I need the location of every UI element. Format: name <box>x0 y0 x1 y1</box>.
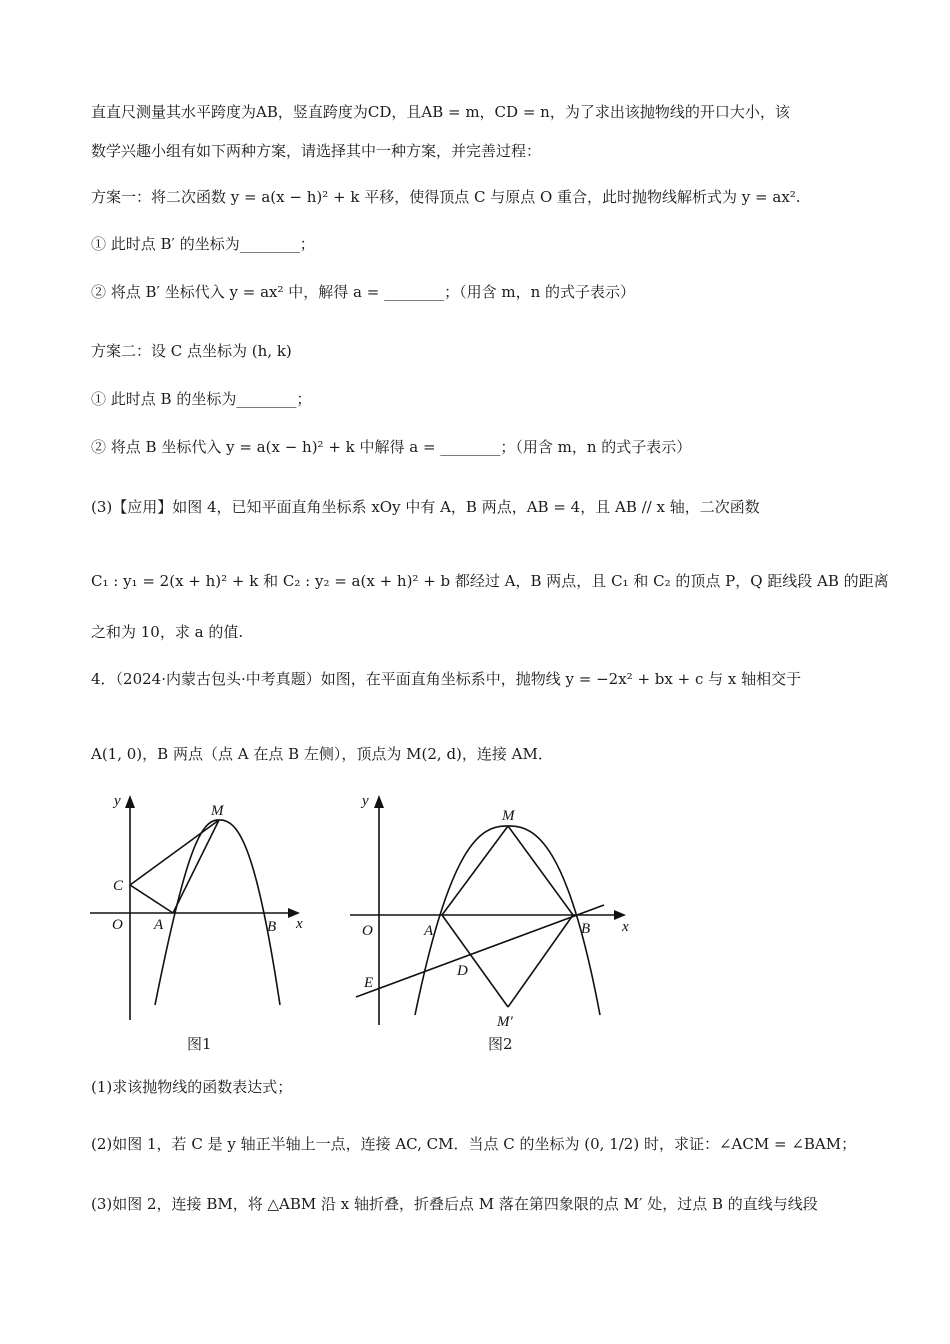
fig2-label-m-prime: M′ <box>497 1014 513 1030</box>
fig2-label-o: O <box>362 923 373 939</box>
text-line-16: (3)如图 2，连接 BM，将 △ABM 沿 x 轴折叠，折叠后点 M 落在第四象限的点 M′ 处，过点 B 的直线与线段 <box>91 1195 818 1213</box>
fig2-label-e: E <box>364 975 374 991</box>
text-line-6: 方案二：设 C 点坐标为 (h, k) <box>91 342 292 360</box>
fig1-segment-cm <box>130 820 219 885</box>
text-line-8: ② 将点 B 坐标代入 y = a(x − h)² + k 中解得 a = ________；（用含 m，n 的式子表示） <box>91 438 692 456</box>
text-line-2: 数学兴趣小组有如下两种方案，请选择其中一种方案，并完善过程： <box>91 142 542 160</box>
text-line-14: (1)求该抛物线的函数表达式； <box>91 1078 293 1096</box>
fig2-segment-am <box>442 826 508 915</box>
fig1-label-m: M <box>211 803 224 819</box>
text-line-4: ① 此时点 B′ 的坐标为________； <box>91 235 315 253</box>
fig1-label-y: y <box>114 793 121 809</box>
fig1-label-c: C <box>113 878 124 894</box>
fig2-label-a: A <box>424 923 434 939</box>
text-line-13: A(1, 0)，B 两点（点 A 在点 B 左侧），顶点为 M(2, d)，连接 AM． <box>91 745 553 763</box>
fig1-segment-ca <box>130 885 173 913</box>
text-line-12: 4．（2024·内蒙古包头·中考真题）如图，在平面直角坐标系中，抛物线 y = −2x² + bx + c 与 x 轴相交于 <box>91 670 802 688</box>
text-line-5: ② 将点 B′ 坐标代入 y = ax² 中，解得 a = ________；（用含 m，n 的式子表示） <box>91 283 636 301</box>
fig1-label-b: B <box>267 919 277 935</box>
text-line-10: C₁ : y₁ = 2(x + h)² + k 和 C₂ : y₂ = a(x + h)² + b 都经过 A，B 两点，且 C₁ 和 C₂ 的顶点 P，Q 距线段 AB 的距离 <box>91 572 889 590</box>
text-line-1: 直直尺测量其水平跨度为AB，竖直跨度为CD，且AB = m，CD = n，为了求出该抛物线的开口大小，该 <box>91 103 790 121</box>
figure-1-caption: 图1 <box>187 1035 212 1053</box>
text-line-3: 方案一：将二次函数 y = a(x − h)² + k 平移，使得顶点 C 与原点 O 重合，此时抛物线解析式为 y = ax². <box>91 188 801 206</box>
fig2-label-m: M <box>502 808 515 824</box>
text-line-9: (3)【应用】如图 4，已知平面直角坐标系 xOy 中有 A，B 两点，AB = 4，且 AB // x 轴，二次函数 <box>91 498 760 516</box>
fig1-label-o: O <box>112 917 123 933</box>
fig2-label-d: D <box>457 963 468 979</box>
fig2-label-y: y <box>362 793 369 809</box>
fig2-line-through-b <box>356 905 604 997</box>
fig1-label-a: A <box>154 917 164 933</box>
figure-2-caption: 图2 <box>488 1035 513 1053</box>
fig1-segment-am <box>173 820 219 913</box>
fig1-label-x: x <box>296 916 303 932</box>
fig2-label-x: x <box>622 919 629 935</box>
fig2-parabola <box>415 826 600 1015</box>
text-line-15: (2)如图 1，若 C 是 y 轴正半轴上一点，连接 AC, CM．当点 C 的坐标为 (0, 1/2) 时，求证：∠ACM = ∠BAM； <box>91 1135 857 1153</box>
text-line-7: ① 此时点 B 的坐标为________； <box>91 390 312 408</box>
figure-1 <box>80 785 320 1025</box>
figure-2 <box>340 785 640 1035</box>
text-line-11: 之和为 10，求 a 的值. <box>91 623 244 641</box>
fig2-label-b: B <box>581 921 591 937</box>
